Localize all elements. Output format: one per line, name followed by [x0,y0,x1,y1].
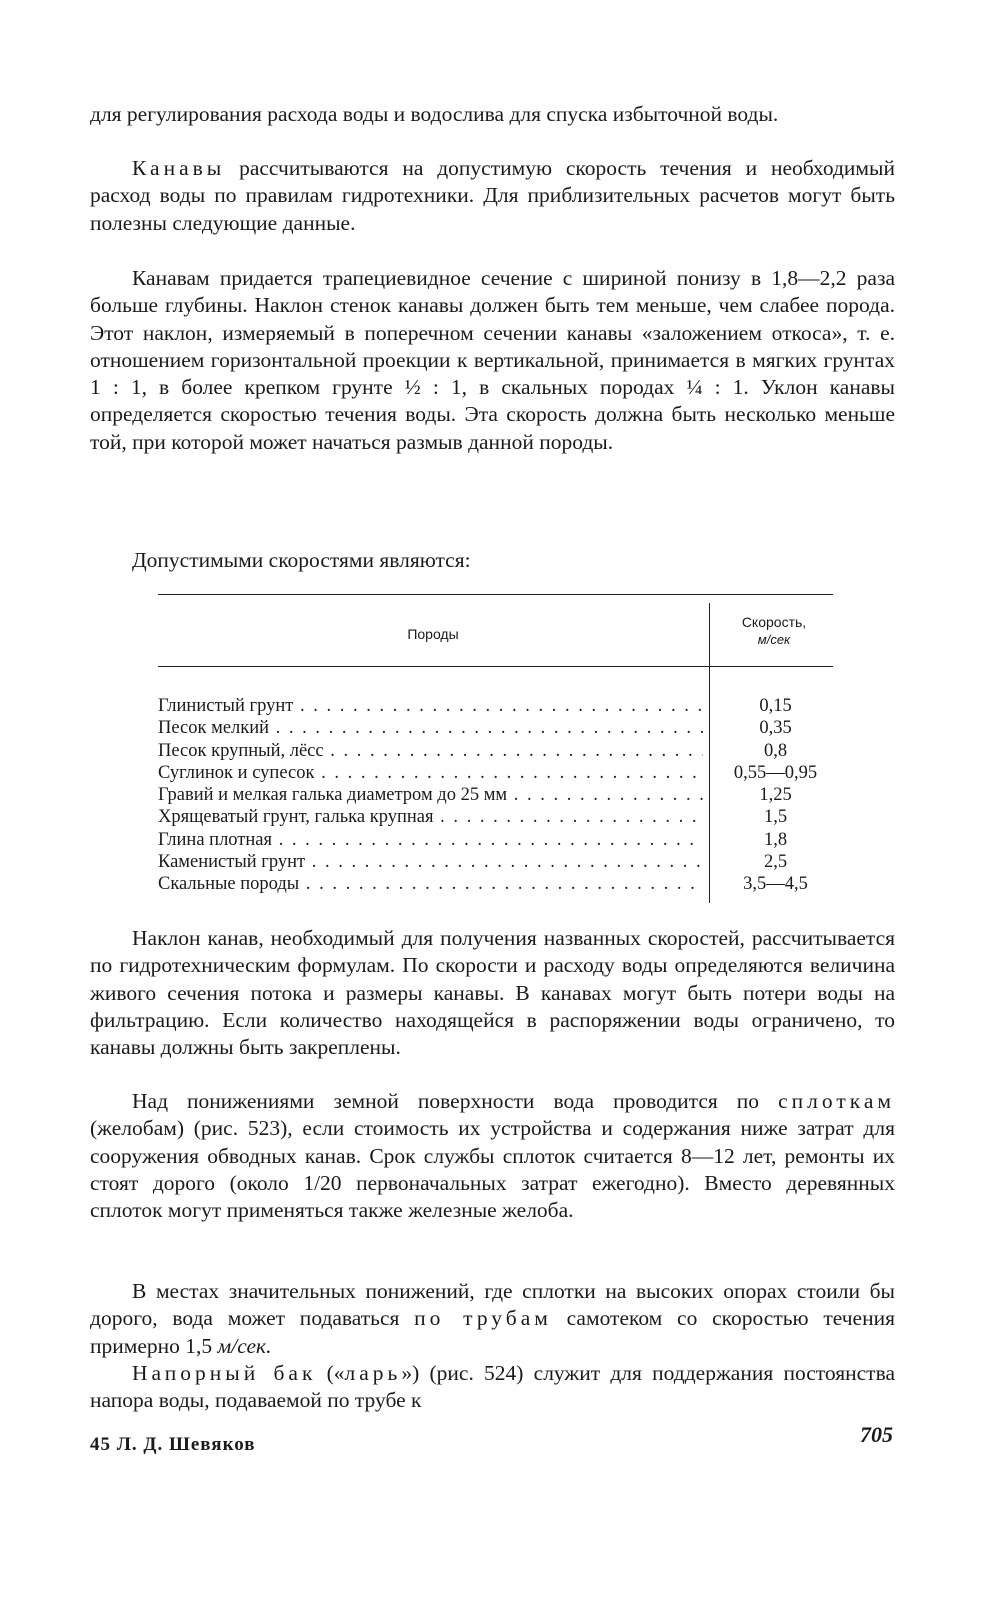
table-cell-speed: 0,8 [763,740,788,761]
table-header-speed-unit: м/сек [757,632,791,647]
paragraph-6-text-b: (желобам) (рис. 523), если стоимость их устройства и содержания ниже затрат для сооружения обводных канав. Срок службы сплоток считается 8—12 лет, ремонты их стоят дорого (около 1/20 первоначальных затрат ежегодно). Вместо деревянных сплоток могут применяться также железные желоба. [90,1116,895,1223]
paragraph-7-unit: м/сек. [217,1333,272,1358]
paragraph-7 [90,1278,895,1360]
table-row [158,851,838,873]
paragraph-3-text: Канавам придается трапециевидное сечение с шириной понизу в 1,8—2,2 раза больше глубины. Наклон стенок канавы должен быть тем меньше, чем слабее порода. Этот наклон, измеряемый в поперечном сечении канавы «заложением откоса», т. е. отношением горизонтальной проекции к вертикальной, принимается в мягких грунтах 1 : 1, в более крепком грунте ½ : 1, в скальных породах ¼ : 1. Уклон канавы определяется скоростью течения воды. Эта скорость должна быть несколько меньше той, при которой может начаться размыв данной породы. [90,266,895,454]
table-cell-rock: Скальные породы . . . [158,873,703,895]
paragraph-8 [90,1360,895,1415]
table-cell-rock: Песок мелкий . . . [158,717,703,739]
table-header-speed [713,613,835,649]
table-header-rule [158,666,833,667]
table-cell-rock: Глина плотная . . . [158,829,703,851]
paragraph-7-text-b: самотеком со скоростью течения примерно 1,5 [90,1306,895,1358]
table-cell-speed: 2,5 [763,852,788,873]
table-cell-rock: Каменистый грунт . . . [158,851,703,873]
paragraph-8-text-c: ») (рис. 524) служит для поддержания постоянства напора воды, подаваемой по трубе к [90,1361,895,1413]
term-splotki: сплоткам [778,1089,895,1113]
term-lar: ларь [344,1361,402,1385]
signature-mark: 45 Л. Д. Шевяков [90,1434,256,1455]
paragraph-2-text: рассчитываются на допустимую скорость течения и необходимый расход воды по правилам гидротехники. Для приблизительных расчетов могут быть полезны следующие данные. [90,156,895,235]
table-cell-speed: 0,15 [759,696,792,716]
table-row [158,873,838,895]
table-cell-speed: 1,8 [763,829,788,850]
table-row [158,695,838,717]
table-cell-rock: Хрящеватый грунт, галька крупная . . . [158,806,703,828]
paragraph-1-text: для регулирования расхода воды и водослива для спуска избыточной воды. [90,102,779,126]
paragraph-5-text: Наклон канав, необходимый для получения названных скоростей, рассчитывается по гидротехническим формулам. По скорости и расходу воды определяются величина живого сечения потока и размеры канавы. В канавах могут быть потери воды на фильтрацию. Если количество находящейся в распоряжении воды ограничено, то канавы должны быть закреплены. [90,926,895,1060]
table-header-speed-label: Скорость, [741,614,807,630]
term-po-trubam: по трубам [414,1306,552,1331]
paragraph-2 [90,155,895,237]
paragraph-6-text-a: Над понижениями земной поверхности вода проводится по [132,1089,779,1113]
table-row [158,784,838,806]
table-body [158,695,838,896]
term-napornyi-bak: Напорный бак [132,1361,317,1385]
table-row [158,762,838,784]
table-cell-rock: Песок крупный, лёсс . . . [158,740,703,762]
paragraph-7-text-a: В местах значительных понижений, где сплотки на высоких опорах стоили бы дорого, вода может подаваться [90,1279,895,1331]
page-number: 705 [860,1422,893,1447]
table-cell-speed: 3,5—4,5 [743,874,808,895]
paragraph-5 [90,925,895,1061]
table-row [158,829,838,851]
table-cell-speed: 0,35 [759,718,792,739]
table-top-rule [158,594,833,595]
paragraph-8-text-b: (« [316,1361,345,1385]
table-cell-speed: 1,25 [759,785,792,806]
table-row [158,806,838,828]
term-kanavy: Канавы [132,156,226,180]
table-row [158,717,838,739]
paragraph-6 [90,1088,895,1224]
paragraph-3 [90,265,895,456]
paragraph-4-text: Допустимыми скоростями являются: [132,548,471,572]
paragraph-1 [90,101,895,128]
table-cell-speed: 1,5 [763,807,788,828]
paragraph-4 [90,547,895,574]
table-row [158,740,838,762]
table-cell-rock: Глинистый грунт . . . [158,695,703,717]
table-cell-rock: Гравий и мелкая галька диаметром до 25 мм . . . [158,784,703,806]
table-cell-rock: Суглинок и супесок . . . [158,762,703,784]
table-header-rock: Породы [407,626,459,642]
table-cell-speed: 0,55—0,95 [733,762,818,783]
